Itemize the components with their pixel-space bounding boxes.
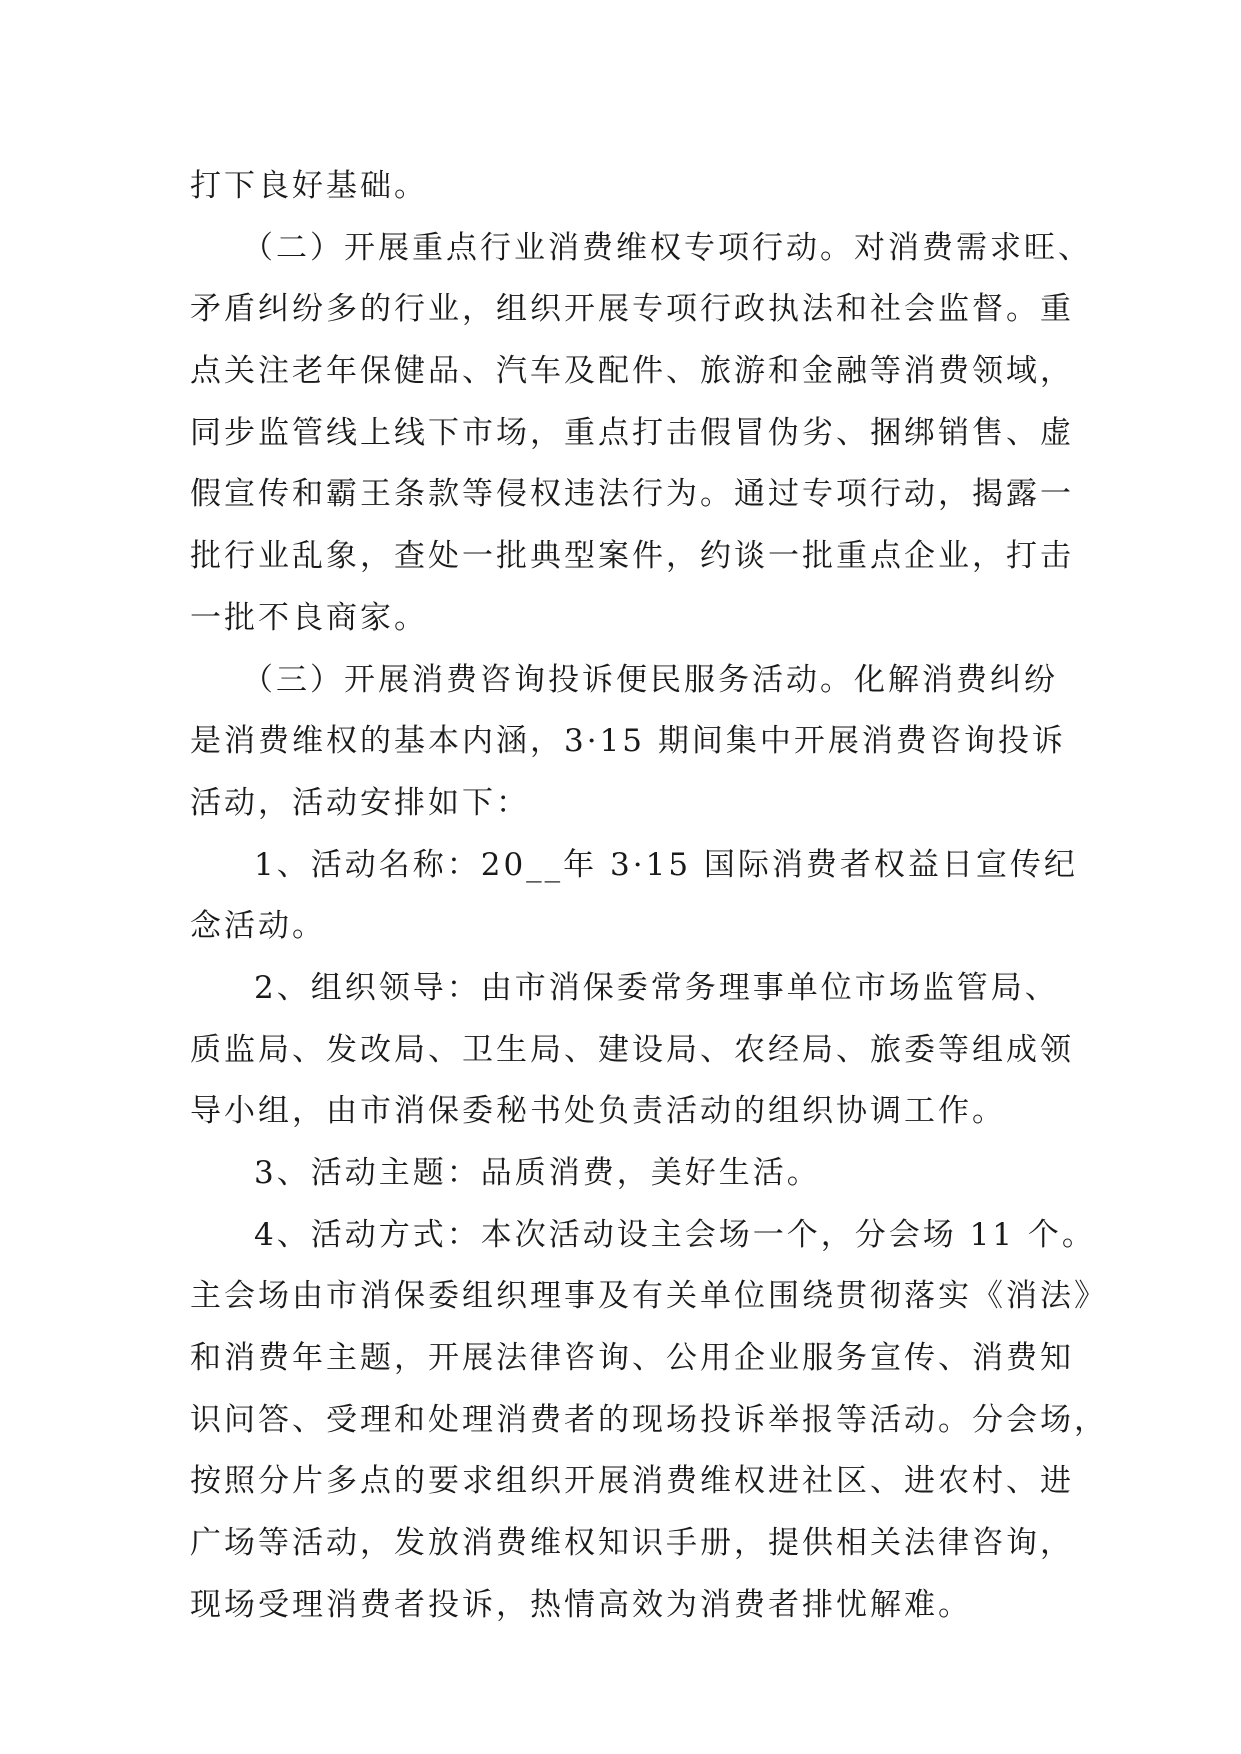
section-heading-line: （二）开展重点行业消费维权专项行动。对消费需求旺、 [242, 229, 1092, 266]
text-line: 主会场由市消保委组织理事及有关单位围绕贯彻落实《消法》 [190, 1278, 1108, 1315]
list-item-line: 1、活动名称：20__年 3·15 国际消费者权益日宣传纪 [254, 846, 1078, 883]
text-line: 现场受理消费者投诉，热情高效为消费者排忧解难。 [190, 1586, 972, 1623]
text-line: 质监局、发改局、卫生局、建设局、农经局、旅委等组成领 [190, 1031, 1074, 1068]
text-line: 打下良好基础。 [190, 168, 428, 204]
text-line: 同步监管线上线下市场，重点打击假冒伪劣、捆绑销售、虚 [190, 414, 1074, 451]
list-item-line: 3、活动主题：品质消费，美好生活。 [254, 1155, 821, 1191]
text-line: 广场等活动，发放消费维权知识手册，提供相关法律咨询， [190, 1525, 1074, 1562]
text-line: 批行业乱象，查处一批典型案件，约谈一批重点企业，打击 [190, 538, 1074, 575]
text-line: 是消费维权的基本内涵，3·15 期间集中开展消费咨询投诉 [190, 723, 1066, 760]
list-item-line: 4、活动方式：本次活动设主会场一个，分会场 11 个。 [254, 1216, 1096, 1253]
text-line: 矛盾纠纷多的行业，组织开展专项行政执法和社会监督。重 [190, 291, 1074, 328]
text-line: 念活动。 [190, 908, 326, 945]
text-line: 活动，活动安排如下： [190, 784, 530, 821]
text-line: 导小组，由市消保委秘书处负责活动的组织协调工作。 [190, 1093, 1006, 1130]
list-item-line: 2、组织领导：由市消保委常务理事单位市场监管局、 [254, 969, 1059, 1006]
document-body [190, 156, 1108, 1637]
section-heading-line: （三）开展消费咨询投诉便民服务活动。化解消费纠纷 [242, 661, 1058, 698]
text-line: 识问答、受理和处理消费者的现场投诉举报等活动。分会场， [190, 1401, 1108, 1438]
text-line: 一批不良商家。 [190, 599, 428, 636]
text-line: 和消费年主题，开展法律咨询、公用企业服务宣传、消费知 [190, 1340, 1074, 1377]
text-line: 点关注老年保健品、汽车及配件、旅游和金融等消费领域， [190, 353, 1074, 390]
text-line: 按照分片多点的要求组织开展消费维权进社区、进农村、进 [190, 1463, 1074, 1500]
text-line: 假宣传和霸王条款等侵权违法行为。通过专项行动，揭露一 [190, 476, 1074, 513]
